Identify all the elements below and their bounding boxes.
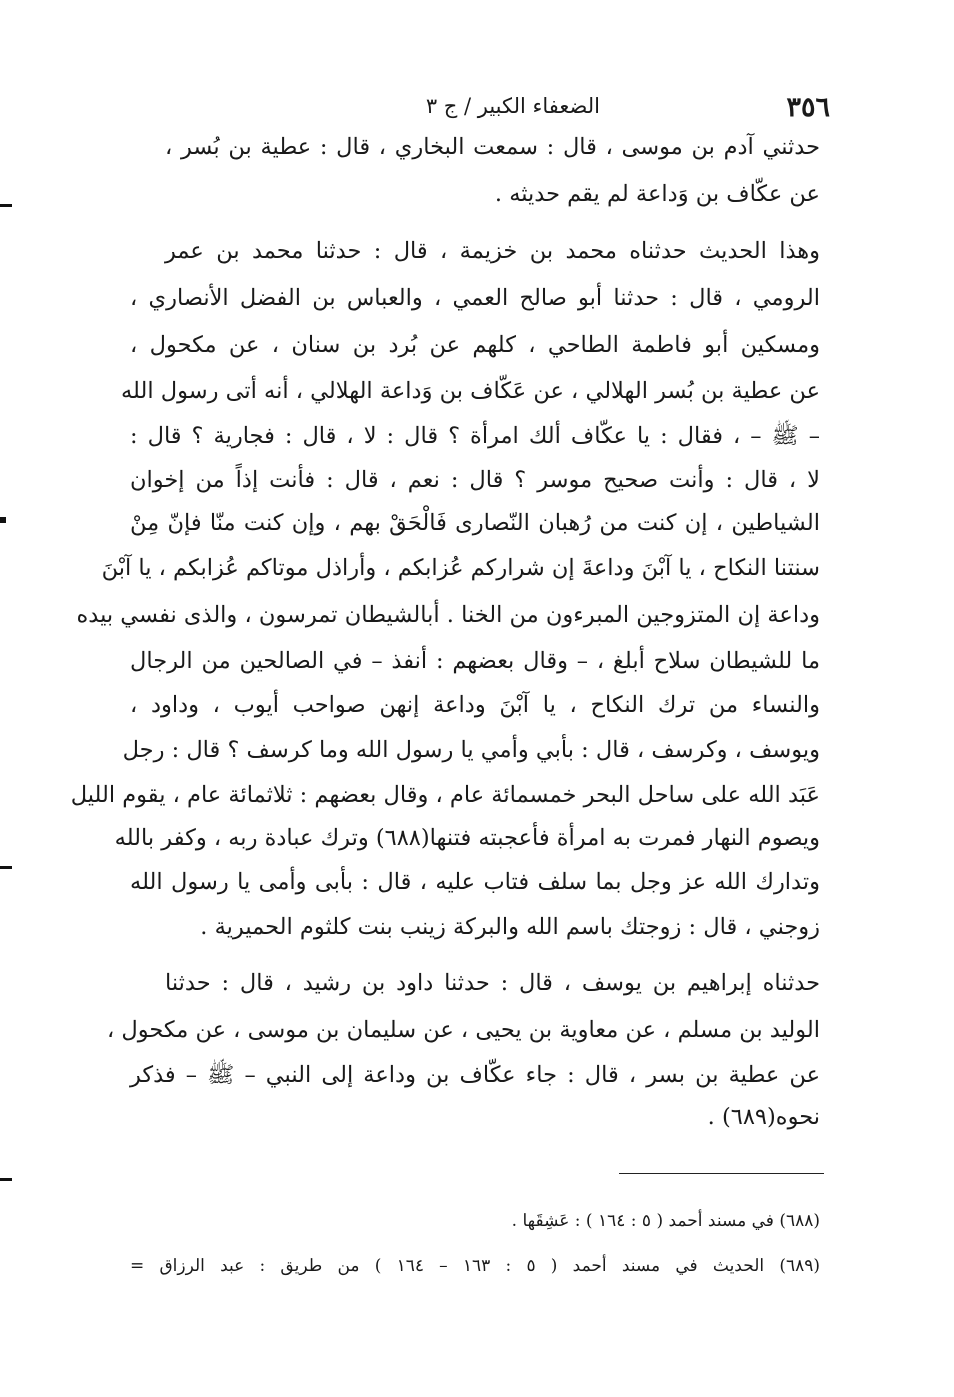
text-line: وتدارك الله عز وجل بما سلف فتاب عليه ، قال : بأبى وأمى يا رسول الله (130, 869, 820, 895)
text-line: عن عطية بن بُسر الهلالي ، عن عَكّاف بن وَداعة الهلالي ، أنه أتى رسول الله (120, 378, 820, 404)
text-line: عن عطية بن بسر ، قال : جاء عكّاف بن وداعة إلى النبي – ﷺ – فذكر (130, 1062, 820, 1088)
text-line: سنتنا النكاح ، يا آبْنَ وداعةَ إن شراركم عُزابكم ، وأراذل موتاكم عُزابكم ، يا آبْنَ (101, 555, 820, 581)
page-number: ٣٥٦ (786, 92, 830, 123)
text-line: الرومي ، قال : حدثنا أبو صالح العمي ، والعباس بن الفضل الأنصاري ، (130, 285, 820, 311)
text-line: نحوه(٦٨٩) . (707, 1104, 820, 1130)
page-header (110, 92, 830, 126)
footnote: (٦٨٨) في مسند أحمد ( ٥ : ١٦٤ ) : عَشِقَها . (511, 1211, 820, 1231)
text-line: – ﷺ – ، فقال : يا عكّاف ألك امرأة ؟ قال : لا ، قال : فجارية ؟ قال : (130, 423, 820, 449)
text-line: ويصوم النهار فمرت به امرأة فأعجبته فتنها(٦٨٨) وترك عبادة ربه ، وكفر بالله (114, 825, 820, 851)
margin-mark (0, 517, 6, 523)
text-line: عَبَد الله على ساحل البحر خمسمائة عام ، وقال بعضهم : ثلاثمائة عام ، يقوم الليل (70, 782, 820, 808)
margin-mark (0, 866, 12, 869)
text-line: ومسكين أبو فاطمة الطاحي ، كلهم عن بُرد بن سنان ، عن مكحول ، (130, 332, 820, 358)
text-line: حدثني آدم بن موسى ، قال : سمعت البخاري ، قال : عطية بن بُسر ، (165, 134, 820, 160)
text-line: الشياطين ، إن كنت من رُهبان النّصارى فَالْحَقْ بهم ، وإن كنت منّا فإنّ مِنْ (130, 510, 820, 536)
running-title: الضعفاء الكبير / ج ٣ (425, 94, 600, 118)
margin-mark (0, 204, 12, 207)
text-line: زوجني ، قال : زوجتك باسم الله والبركة زينب بنت كلثوم الحميرية . (200, 914, 820, 940)
text-line: وهذا الحديث حدثناه محمد بن خزيمة ، قال : حدثنا محمد بن عمر (165, 238, 820, 264)
text-line: حدثناه إبراهيم بن يوسف ، قال : حدثنا داود بن رشيد ، قال : حدثنا (165, 970, 820, 996)
text-line: ما للشيطان سلاح أبلغ ، – وقال بعضهم : أنفذ – في الصالحين من الرجال (130, 648, 820, 674)
margin-mark (0, 1178, 12, 1181)
text-line: وداعة إن المتزوجين المبرءون من الخنا . أبالشيطان تمرسون ، والذى نفسي بيده (76, 602, 820, 628)
text-line: لا ، قال : وأنت صحيح موسر ؟ قال : نعم ، قال : فأنت إذاً من إخوان (130, 467, 820, 493)
footnote: (٦٨٩) الحديث في مسند أحمد ( ٥ : ١٦٣ – ١٦٤ ) من طريق : عبد الرزاق = (130, 1256, 820, 1276)
text-line: والنساء من ترك النكاح ، يا آبْنَ وداعة إنهن صواحب أيوب ، وداود ، (130, 692, 820, 718)
footnote-separator (619, 1173, 824, 1174)
text-line: الوليد بن مسلم ، عن معاوية بن يحيى ، عن سليمان بن موسى ، عن مكحول ، (106, 1017, 820, 1043)
text-line: عن عكّاف بن وَداعة لم يقم حديثه . (494, 181, 820, 207)
text-line: ويوسف ، وكرسف ، قال : بأبي وأمي يا رسول الله وما كرسف ؟ قال : رجل (122, 737, 820, 763)
